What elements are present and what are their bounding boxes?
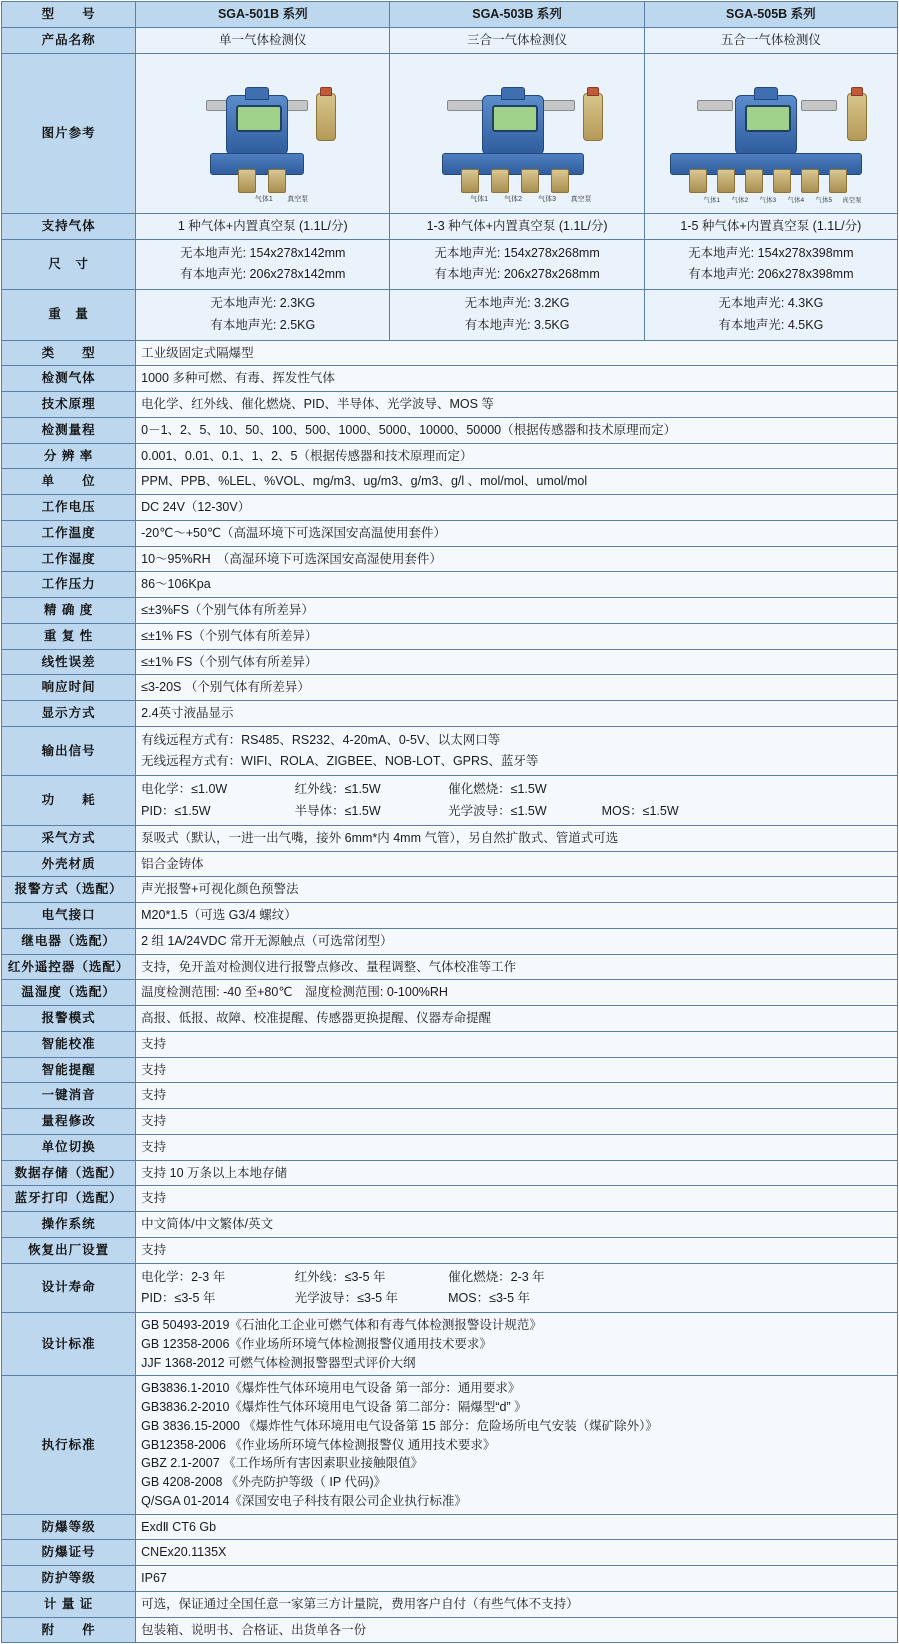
row-value-ex-grade: ExdⅡ CT6 Gb — [136, 1514, 898, 1540]
row-label-ir-remote: 红外遥控器（选配） — [2, 954, 136, 980]
table-row-spec — [2, 928, 898, 954]
power-line-1 — [141, 779, 892, 800]
exec-standard-line-3: GB 3836.15-2000 《爆炸性气体环境用电气设备第 15 部分：危险场所电气安装（煤矿除外）》 — [141, 1418, 658, 1433]
table-row-spec — [2, 1134, 898, 1160]
size-2 — [390, 240, 644, 290]
weight-2 — [390, 289, 644, 340]
row-label-electrical-interface: 电气接口 — [2, 903, 136, 929]
table-row-spec — [2, 340, 898, 366]
power-key-pid: PID： — [141, 803, 175, 818]
model-header-1: SGA-501B 系列 — [136, 2, 390, 28]
arm-right-icon — [801, 100, 837, 111]
row-label-housing: 外壳材质 — [2, 851, 136, 877]
row-value-ex-cert-no: CNEx20.1135X — [136, 1540, 898, 1566]
table-row-spec — [2, 417, 898, 443]
table-row-spec — [2, 954, 898, 980]
row-label-ip-grade: 防护等级 — [2, 1566, 136, 1592]
size-1-line2: 有本地声光: 206x278x142mm — [180, 267, 346, 282]
table-row-spec — [2, 598, 898, 624]
row-label-power: 功 耗 — [2, 776, 136, 826]
row-value-range: 0－1、2、5、10、50、100、500、1000、5000、10000、50000（根据传感器和技术原理而定） — [136, 417, 898, 443]
table-row-spec — [2, 701, 898, 727]
row-label-alarm-mode: 报警模式 — [2, 1006, 136, 1032]
table-row-spec — [2, 443, 898, 469]
lifetime-key-pid: PID： — [141, 1290, 175, 1305]
table-row-spec — [2, 1186, 898, 1212]
row-label-principle: 技术原理 — [2, 392, 136, 418]
row-label-output-signal: 输出信号 — [2, 726, 136, 776]
power-key-semi: 半导体： — [294, 803, 345, 818]
row-value-lifetime — [136, 1263, 898, 1313]
design-standard-line-2: GB 12358-2006《作业场所环境气体检测报警仪通用技术要求》 — [141, 1336, 492, 1351]
weight-3-line1: 无本地声光: 4.3KG — [718, 296, 824, 311]
table-row-spec — [2, 825, 898, 851]
product-image-1 — [136, 53, 390, 214]
table-row-size — [2, 240, 898, 290]
sensor-probe-icon — [829, 169, 847, 193]
row-value-linear-error: ≤±1% FS（个别气体有所差异） — [136, 649, 898, 675]
row-label-display: 显示方式 — [2, 701, 136, 727]
design-standard-line-1: GB 50493-2019《石油化工企业可燃气体和有毒气体检测报警设计规范》 — [141, 1318, 542, 1332]
lifetime-key-cat: 催化燃烧： — [448, 1269, 511, 1284]
row-value-bluetooth-print: 支持 — [136, 1186, 898, 1212]
size-3 — [644, 240, 897, 290]
row-value-accuracy: ≤±3%FS（个别气体有所差异） — [136, 598, 898, 624]
vacuum-pump-icon — [316, 93, 336, 141]
row-label-pressure: 工作压力 — [2, 572, 136, 598]
table-row-spec — [2, 1540, 898, 1566]
sensor-probe-icon — [551, 169, 569, 193]
power-val-ec: ≤1.0W — [191, 782, 228, 797]
exec-standard-line-7: Q/SGA 01-2014《深国安电子科技有限公司企业执行标准》 — [141, 1493, 467, 1508]
row-value-exec-standard — [136, 1376, 898, 1514]
row-label-unit: 单 位 — [2, 469, 136, 495]
table-row-spec — [2, 546, 898, 572]
table-row-spec — [2, 649, 898, 675]
table-row-model — [2, 2, 898, 28]
weight-1-line2: 有本地声光: 2.5KG — [210, 317, 316, 332]
table-row-spec — [2, 675, 898, 701]
weight-3-line2: 有本地声光: 4.5KG — [718, 317, 824, 332]
arm-left-icon — [697, 100, 733, 111]
row-value-housing: 铝合金铸体 — [136, 851, 898, 877]
row-label-relay: 继电器（选配） — [2, 928, 136, 954]
lifetime-key-ec: 电化学： — [141, 1269, 192, 1284]
table-row-design-standard — [2, 1313, 898, 1376]
lifetime-val-owg: ≤3-5 年 — [357, 1290, 399, 1305]
table-row-lifetime — [2, 1263, 898, 1313]
sensor-probe-icon — [491, 169, 509, 193]
image-caption-2: 气体1 气体2 气体3 真空泵 — [470, 196, 592, 203]
row-value-alarm-type: 声光报警+可视化颜色预警法 — [136, 877, 898, 903]
gas-support-3: 1-5 种气体+内置真空泵 (1.1L/分) — [644, 214, 897, 240]
detector-head-icon — [226, 95, 288, 155]
row-label-one-key-mute: 一键消音 — [2, 1083, 136, 1109]
row-label-model: 型 号 — [2, 2, 136, 28]
table-row-spec — [2, 1006, 898, 1032]
row-value-ir-remote: 支持，免开盖对检测仪进行报警点修改、量程调整、气体校准等工作 — [136, 954, 898, 980]
power-val-semi: ≤1.5W — [344, 803, 381, 818]
row-value-ip-grade: IP67 — [136, 1566, 898, 1592]
row-value-smart-reminder: 支持 — [136, 1057, 898, 1083]
sensor-probe-icon — [461, 169, 479, 193]
row-label-ex-cert-no: 防爆证号 — [2, 1540, 136, 1566]
row-value-smart-calibration: 支持 — [136, 1031, 898, 1057]
row-label-humidity: 工作湿度 — [2, 546, 136, 572]
power-line-2 — [141, 801, 892, 822]
row-label-voltage: 工作电压 — [2, 495, 136, 521]
row-value-data-storage: 支持 10 万条以上本地存储 — [136, 1160, 898, 1186]
row-label-lifetime: 设计寿命 — [2, 1263, 136, 1313]
table-row-spec — [2, 1160, 898, 1186]
vacuum-pump-icon — [583, 93, 603, 141]
vacuum-pump-icon — [847, 93, 867, 141]
power-key-mos: MOS： — [601, 803, 643, 818]
table-row-spec — [2, 1566, 898, 1592]
gas-support-2: 1-3 种气体+内置真空泵 (1.1L/分) — [390, 214, 644, 240]
size-1 — [136, 240, 390, 290]
row-value-metering-cert: 可选，保证通过全国任意一家第三方计量院，费用客户自付（有些气体不支持） — [136, 1591, 898, 1617]
row-value-sampling: 泵吸式（默认，一进一出气嘴，接外 6mm*内 4mm 气管），另自然扩散式、管道式可选 — [136, 825, 898, 851]
row-label-gas-support: 支持气体 — [2, 214, 136, 240]
row-label-temp-humidity-option: 温湿度（选配） — [2, 980, 136, 1006]
row-value-repeatability: ≤±1% FS（个别气体有所差异） — [136, 623, 898, 649]
arm-right-icon — [539, 100, 575, 111]
row-label-range-modify: 量程修改 — [2, 1109, 136, 1135]
gas-support-1: 1 种气体+内置真空泵 (1.1L/分) — [136, 214, 390, 240]
table-row-picture — [2, 53, 898, 214]
table-row-spec — [2, 903, 898, 929]
row-value-response-time: ≤3-20S （个别气体有所差异） — [136, 675, 898, 701]
row-label-design-standard: 设计标准 — [2, 1313, 136, 1376]
power-val-cat: ≤1.5W — [510, 782, 547, 797]
row-value-design-standard — [136, 1313, 898, 1376]
row-label-smart-reminder: 智能提醒 — [2, 1057, 136, 1083]
row-value-unit: PPM、PPB、%LEL、%VOL、mg/m3、ug/m3、g/m3、g/l 、mol/mol、umol/mol — [136, 469, 898, 495]
table-row-spec — [2, 1212, 898, 1238]
size-3-line2: 有本地声光: 206x278x398mm — [688, 267, 854, 282]
lifetime-line-1 — [141, 1267, 892, 1288]
exec-standard-line-5: GBZ 2.1-2007 《工作场所有害因素职业接触限值》 — [141, 1456, 424, 1471]
row-label-factory-reset: 恢复出厂设置 — [2, 1237, 136, 1263]
table-row-spec — [2, 877, 898, 903]
row-value-range-modify: 支持 — [136, 1109, 898, 1135]
power-val-ir: ≤1.5W — [344, 782, 381, 797]
row-value-power — [136, 776, 898, 826]
lifetime-val-cat: 2-3 年 — [510, 1269, 545, 1284]
table-row-spec — [2, 1057, 898, 1083]
row-label-smart-calibration: 智能校准 — [2, 1031, 136, 1057]
power-key-cat: 催化燃烧： — [448, 782, 511, 797]
detector-head-icon — [735, 95, 797, 155]
model-header-3: SGA-505B 系列 — [644, 2, 897, 28]
sensor-probe-icon — [689, 169, 707, 193]
row-label-sampling: 采气方式 — [2, 825, 136, 851]
power-val-pid: ≤1.5W — [174, 803, 211, 818]
lifetime-key-owg: 光学波导： — [294, 1290, 358, 1305]
sensor-probe-icon — [773, 169, 791, 193]
exec-standard-line-4: GB12358-2006 《作业场所环境气体检测报警仪 通用技术要求》 — [141, 1437, 496, 1452]
row-value-detect-gas: 1000 多种可燃、有毒、挥发性气体 — [136, 366, 898, 392]
row-label-product-name: 产品名称 — [2, 27, 136, 53]
row-label-temperature: 工作温度 — [2, 520, 136, 546]
row-label-unit-switch: 单位切换 — [2, 1134, 136, 1160]
row-value-output-signal — [136, 726, 898, 776]
exec-standard-line-1: GB3836.1-2010《爆炸性气体环境用电气设备 第一部分：通用要求》 — [141, 1381, 521, 1396]
row-value-one-key-mute: 支持 — [136, 1083, 898, 1109]
lifetime-key-ir: 红外线： — [294, 1269, 345, 1284]
product-name-3: 五合一气体检测仪 — [644, 27, 897, 53]
sensor-probe-icon — [745, 169, 763, 193]
product-name-2: 三合一气体检测仪 — [390, 27, 644, 53]
size-1-line1: 无本地声光: 154x278x142mm — [180, 246, 346, 260]
row-value-alarm-mode: 高报、低报、故障、校准提醒、传感器更换提醒、仪器寿命提醒 — [136, 1006, 898, 1032]
output-signal-wired: 有线远程方式有：RS485、RS232、4-20mA、0-5V、以太网口等 — [141, 732, 501, 747]
detector-base-icon — [210, 153, 304, 175]
row-value-unit-switch: 支持 — [136, 1134, 898, 1160]
row-value-relay: 2 组 1A/24VDC 常开无源触点（可选常闭型） — [136, 928, 898, 954]
row-label-accessories: 附 件 — [2, 1617, 136, 1643]
row-label-accuracy: 精 确 度 — [2, 598, 136, 624]
power-key-ir: 红外线： — [294, 782, 345, 797]
design-standard-line-3: JJF 1368-2012 可燃气体检测报警器型式评价大纲 — [141, 1355, 416, 1370]
row-label-detect-gas: 检测气体 — [2, 366, 136, 392]
sensor-probe-icon — [801, 169, 819, 193]
size-2-line2: 有本地声光: 206x278x268mm — [434, 267, 600, 282]
row-label-range: 检测量程 — [2, 417, 136, 443]
image-caption-3: 气体1 气体2 气体3 气体4 气体5 真空泵 — [703, 196, 862, 204]
row-value-os: 中文简体/中文繁体/英文 — [136, 1212, 898, 1238]
table-row-spec — [2, 1083, 898, 1109]
table-row-output-signal — [2, 726, 898, 776]
table-row-power — [2, 776, 898, 826]
row-label-ex-grade: 防爆等级 — [2, 1514, 136, 1540]
sensor-probe-icon — [238, 169, 256, 193]
sensor-probe-icon — [521, 169, 539, 193]
detector-head-icon — [482, 95, 544, 155]
power-val-mos: ≤1.5W — [642, 803, 679, 818]
table-row-spec — [2, 851, 898, 877]
specification-table — [1, 1, 898, 1643]
lifetime-val-pid: ≤3-5 年 — [174, 1290, 216, 1305]
output-signal-wireless: 无线远程方式有：WIFI、ROLA、ZIGBEE、NOB-LOT、GPRS、蓝牙等 — [141, 754, 539, 768]
weight-2-line2: 有本地声光: 3.5KG — [464, 317, 570, 332]
table-row-spec — [2, 469, 898, 495]
row-label-os: 操作系统 — [2, 1212, 136, 1238]
row-value-voltage: DC 24V（12-30V） — [136, 495, 898, 521]
row-value-temperature: -20℃～+50℃（高温环境下可选深国安高温使用套件） — [136, 520, 898, 546]
row-value-humidity: 10～95%RH （高湿环境下可选深国安高湿使用套件） — [136, 546, 898, 572]
power-val-owg: ≤1.5W — [510, 803, 547, 818]
product-image-2 — [390, 53, 644, 214]
table-row-spec — [2, 495, 898, 521]
table-row-spec — [2, 1591, 898, 1617]
power-key-ec: 电化学： — [141, 782, 192, 797]
table-row-spec — [2, 392, 898, 418]
table-row-spec — [2, 1514, 898, 1540]
row-label-metering-cert: 计 量 证 — [2, 1591, 136, 1617]
table-row-spec — [2, 980, 898, 1006]
row-value-accessories: 包装箱、说明书、合格证、出货单各一份 — [136, 1617, 898, 1643]
lifetime-val-ir: ≤3-5 年 — [344, 1269, 386, 1284]
table-row-spec — [2, 623, 898, 649]
row-label-response-time: 响应时间 — [2, 675, 136, 701]
table-row-spec — [2, 520, 898, 546]
lifetime-val-mos: ≤3-5 年 — [489, 1290, 530, 1305]
row-value-temp-humidity-option: 温度检测范围: -40 至+80℃ 湿度检测范围: 0-100%RH — [136, 980, 898, 1006]
table-row-spec — [2, 572, 898, 598]
model-header-2: SGA-503B 系列 — [390, 2, 644, 28]
size-3-line1: 无本地声光: 154x278x398mm — [688, 246, 854, 260]
weight-3 — [644, 289, 897, 340]
spec-sheet — [0, 1, 899, 1643]
table-row-spec — [2, 1109, 898, 1135]
exec-standard-line-6: GB 4208-2008 《外壳防护等级（ IP 代码)》 — [141, 1475, 387, 1489]
table-row-exec-standard — [2, 1376, 898, 1514]
lifetime-key-mos: MOS： — [448, 1290, 490, 1305]
table-row-spec — [2, 1617, 898, 1643]
row-value-resolution: 0.001、0.01、0.1、1、2、5（根据传感器和技术原理而定） — [136, 443, 898, 469]
size-2-line1: 无本地声光: 154x278x268mm — [434, 246, 600, 260]
row-label-repeatability: 重 复 性 — [2, 623, 136, 649]
sensor-probe-icon — [268, 169, 286, 193]
row-label-alarm-type: 报警方式（选配） — [2, 877, 136, 903]
row-label-bluetooth-print: 蓝牙打印（选配） — [2, 1186, 136, 1212]
table-row-spec — [2, 1031, 898, 1057]
row-label-weight: 重 量 — [2, 289, 136, 340]
lifetime-val-ec: 2-3 年 — [191, 1269, 226, 1284]
row-label-resolution: 分 辨 率 — [2, 443, 136, 469]
row-label-picture: 图片参考 — [2, 53, 136, 214]
row-value-electrical-interface: M20*1.5（可选 G3/4 螺纹） — [136, 903, 898, 929]
product-image-3 — [644, 53, 897, 214]
product-name-1: 单一气体检测仪 — [136, 27, 390, 53]
row-label-linear-error: 线性误差 — [2, 649, 136, 675]
sensor-probe-icon — [717, 169, 735, 193]
arm-left-icon — [447, 100, 483, 111]
weight-2-line1: 无本地声光: 3.2KG — [464, 296, 570, 311]
lifetime-line-2 — [141, 1288, 892, 1309]
weight-1-line1: 无本地声光: 2.3KG — [210, 296, 316, 311]
power-key-owg: 光学波导： — [448, 803, 511, 818]
row-label-data-storage: 数据存储（选配） — [2, 1160, 136, 1186]
row-label-size: 尺 寸 — [2, 240, 136, 290]
row-value-display: 2.4英寸液晶显示 — [136, 701, 898, 727]
row-value-pressure: 86～106Kpa — [136, 572, 898, 598]
table-row-gas-support — [2, 214, 898, 240]
table-row-spec — [2, 366, 898, 392]
row-label-exec-standard: 执行标准 — [2, 1376, 136, 1514]
row-label-type: 类 型 — [2, 340, 136, 366]
table-row-product-name — [2, 27, 898, 53]
exec-standard-line-2: GB3836.2-2010《爆炸性气体环境用电气设备 第二部分：隔爆型“d” 》 — [141, 1400, 527, 1414]
table-row-weight — [2, 289, 898, 340]
row-value-type: 工业级固定式隔爆型 — [136, 340, 898, 366]
table-row-spec — [2, 1237, 898, 1263]
row-value-principle: 电化学、红外线、催化燃烧、PID、半导体、光学波导、MOS 等 — [136, 392, 898, 418]
row-value-factory-reset: 支持 — [136, 1237, 898, 1263]
image-caption-1: 气体1 真空泵 — [254, 196, 309, 203]
weight-1 — [136, 289, 390, 340]
